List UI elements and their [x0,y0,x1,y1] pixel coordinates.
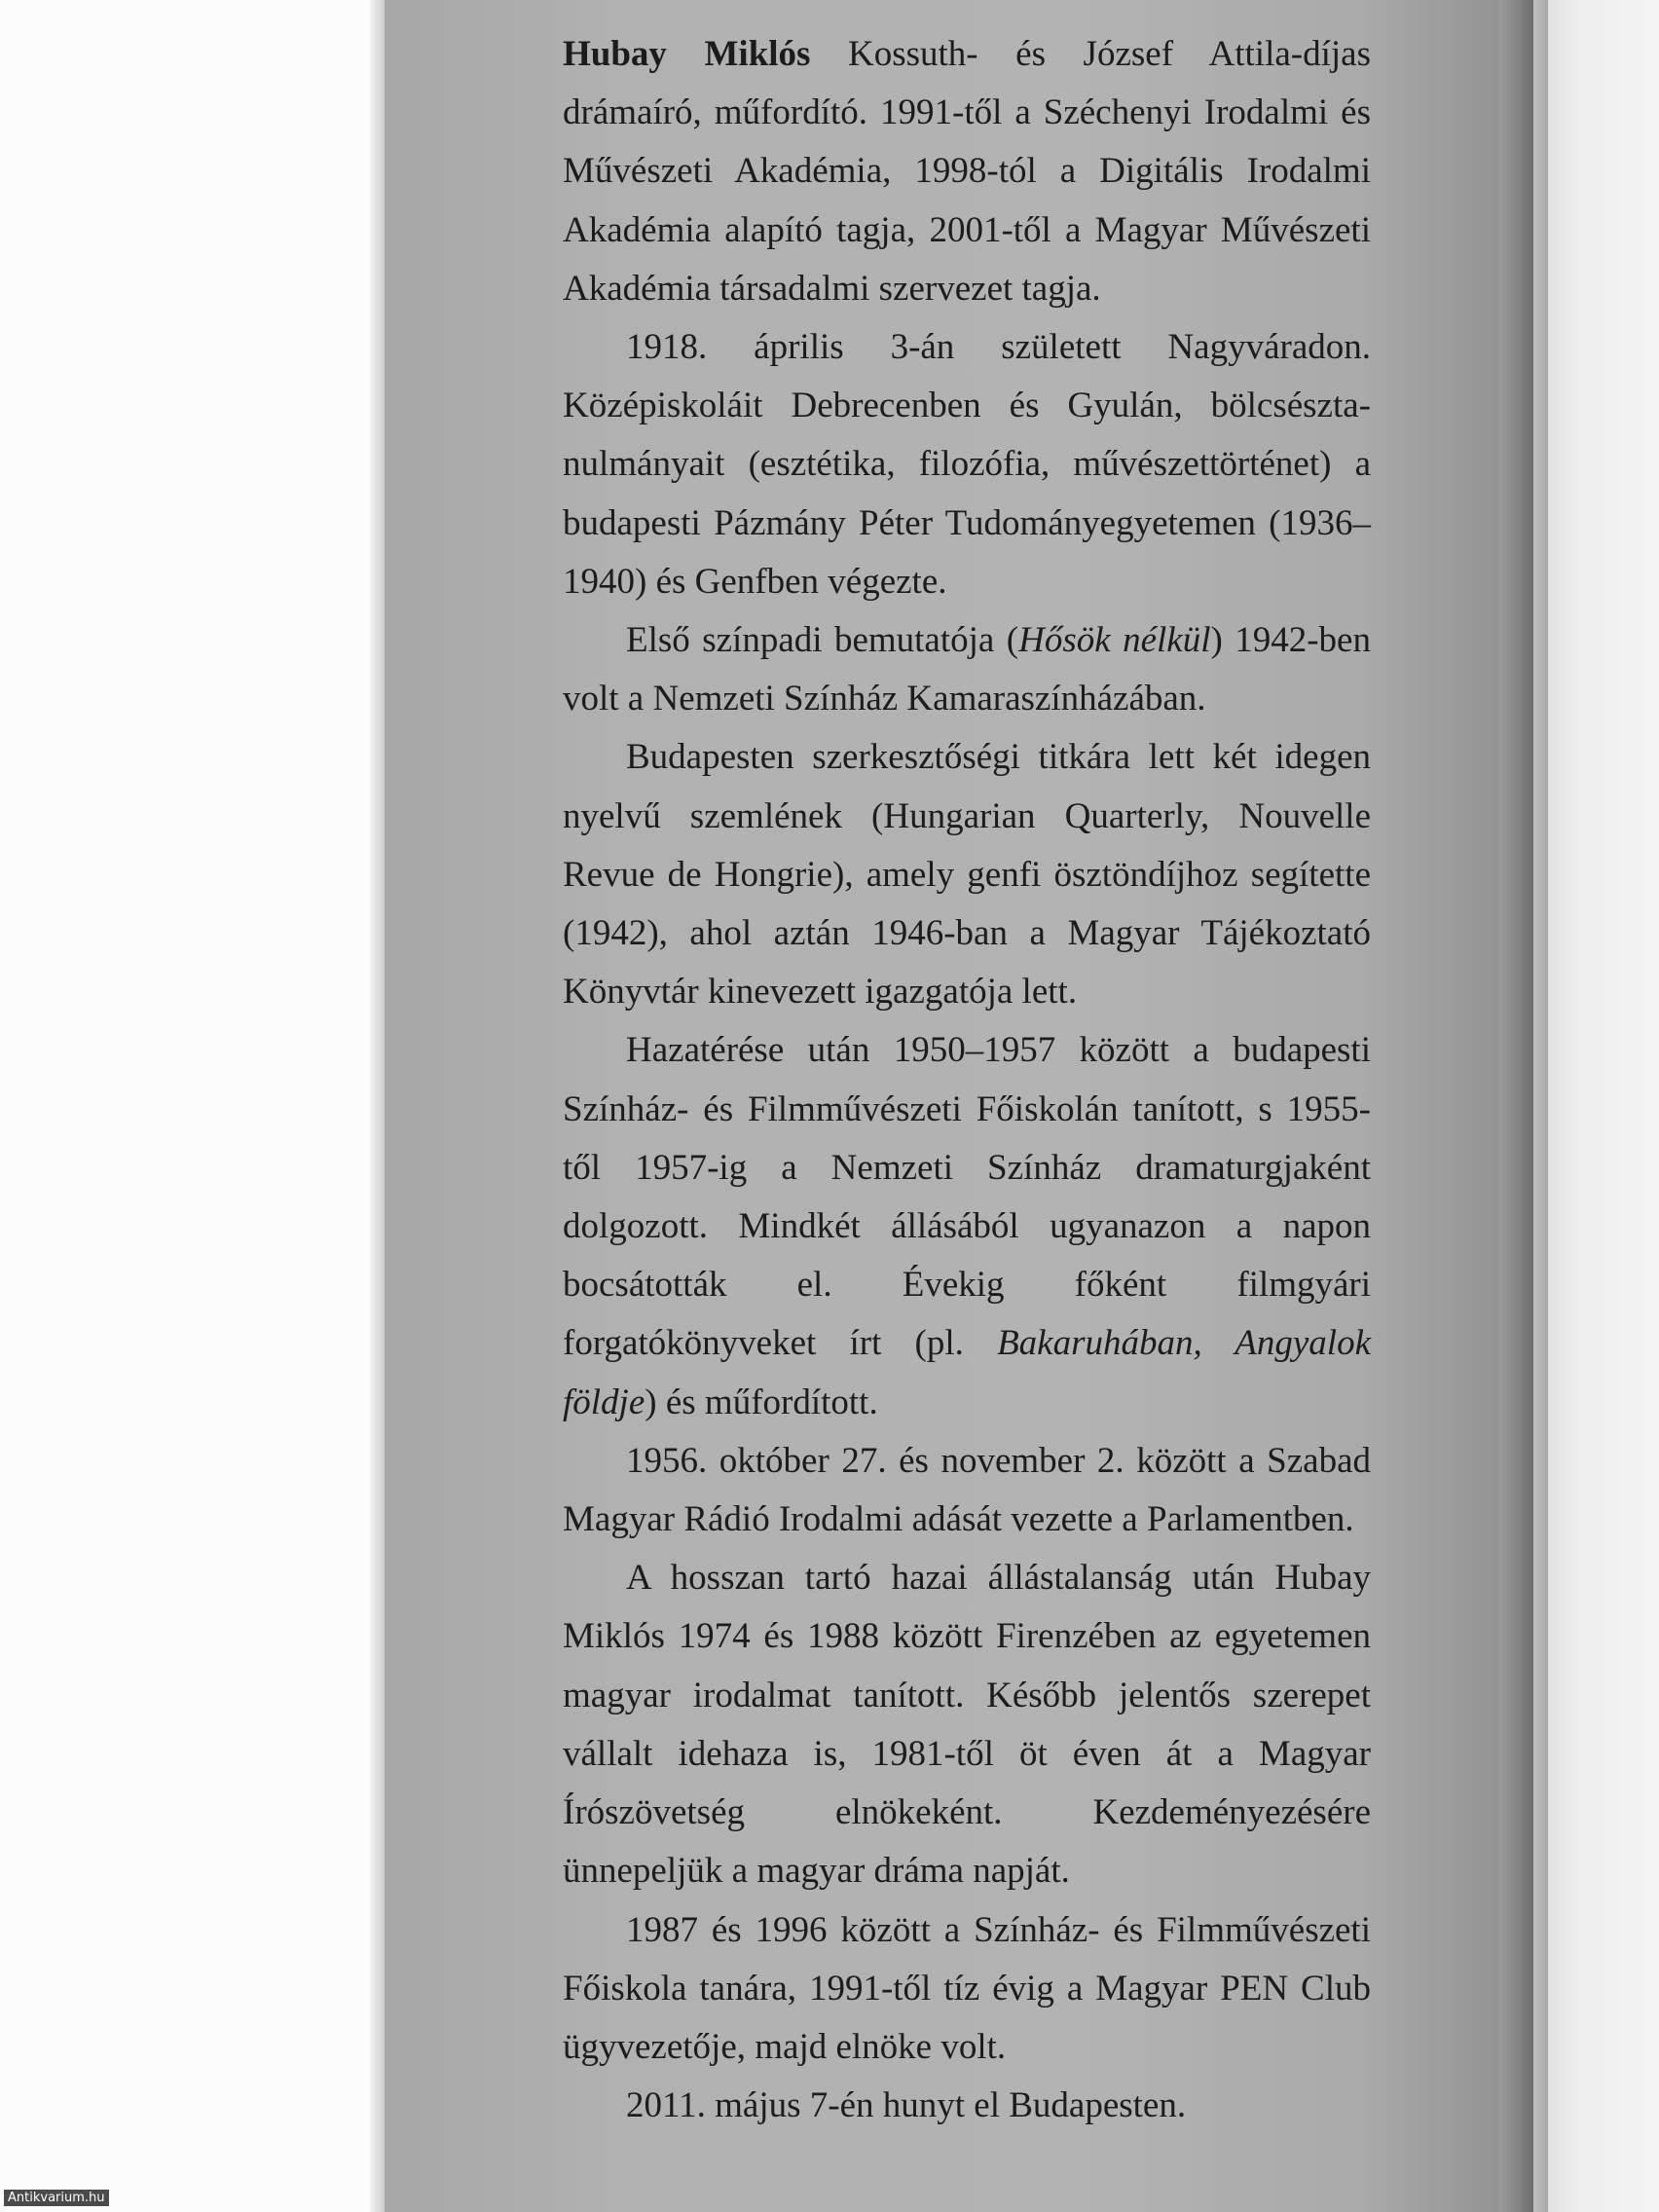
bio-paragraph-birth: 1918. április 3-án született Nagyváradon. Középiskoláit Debrecenben és Gyulán, bölcsésztanulmányait (esztétika, filozófia, művészettörténet) a budapesti Pázmány Péter Tudományegyetemen (1936–1940) és Genfben végezte. [563,327,1371,602]
bio-paragraph-death: 2011. május 7-én hunyt el Budapesten. [626,2085,1187,2126]
bio-paragraph-florence: A hosszan tartó hazai állástalanság után Hubay Miklós 1974 és 1988 között Firenzében az egyetemen magyar irodalmat tanított. Később jelentős szerepet vállalt idehaza is, 1981-től öt éven át a Magyar Írószövetség elnökeként. Kezdeményezésére ünnepeljük a magyar dráma napját. [563,1558,1371,1892]
left-blank-page [0,0,375,2212]
right-page [1533,0,1659,2212]
bio-paragraph-intro [563,25,1371,318]
bio-return-text-a: Hazatérése után 1950–1957 között a budapesti Színház- és Filmművészeti Főiskolán tanított, s 1955-től 1957-ig a Nemzeti Színház dramaturgjaként dolgozott. Mindkét állásából ugyanazon a napon bocsátották el. Évekig főként filmgyári forgatókönyveket írt (pl. [563,1030,1371,1364]
bio-debut-text-a: Első színpadi bemutatója ( [626,620,1019,661]
right-page-fold [1519,0,1548,2212]
author-biography [563,25,1371,2135]
bio-paragraph-return [563,1021,1371,1431]
bio-paragraph-1956: 1956. október 27. és november 2. között a Szabad Magyar Rádió Irodalmi adását vezette a Parlamentben. [563,1440,1371,1540]
bio-paragraph-debut [563,611,1371,728]
watermark: Antikvarium.hu [4,2190,109,2206]
bio-intro-text: Kossuth- és József Attila-díjas drámaíró, műfordító. 1991-től a Széchenyi Irodalmi és Művészeti Akadémia, 1998-tól a Digitális Irodalmi Akadémia alapító tagja, 2001-től a Magyar Művészeti Akadémia társadalmi szervezet tagja. [563,34,1371,309]
play-title: Hősök nélkül [1018,620,1211,661]
bio-debut-text-b: ) 1942-ben volt a Nemzeti Színház Kamaraszínházában. [563,620,1371,719]
bio-paragraph-budapest: Budapesten szerkesztőségi titkára lett két idegen nyelvű szemlének (Hungarian Quarterly, Nouvelle Revue de Hongrie), amely genfi ösztöndíjhoz segítette (1942), ahol aztán 1946-ban a Magyar Tájékoztató Könyvtár kinevezett igazgatója lett. [563,737,1371,1013]
bio-return-text-b: ) és műfordított. [645,1382,878,1422]
bio-paragraph-pen-club: 1987 és 1996 között a Színház- és Filmművészeti Főiskola tanára, 1991-től tíz évig a Magyar PEN Club ügyvezetője, majd elnöke volt. [563,1909,1371,2067]
author-name: Hubay Miklós [563,34,811,74]
film-titles: Bakaruhában, Angyalok földje [563,1323,1371,1422]
